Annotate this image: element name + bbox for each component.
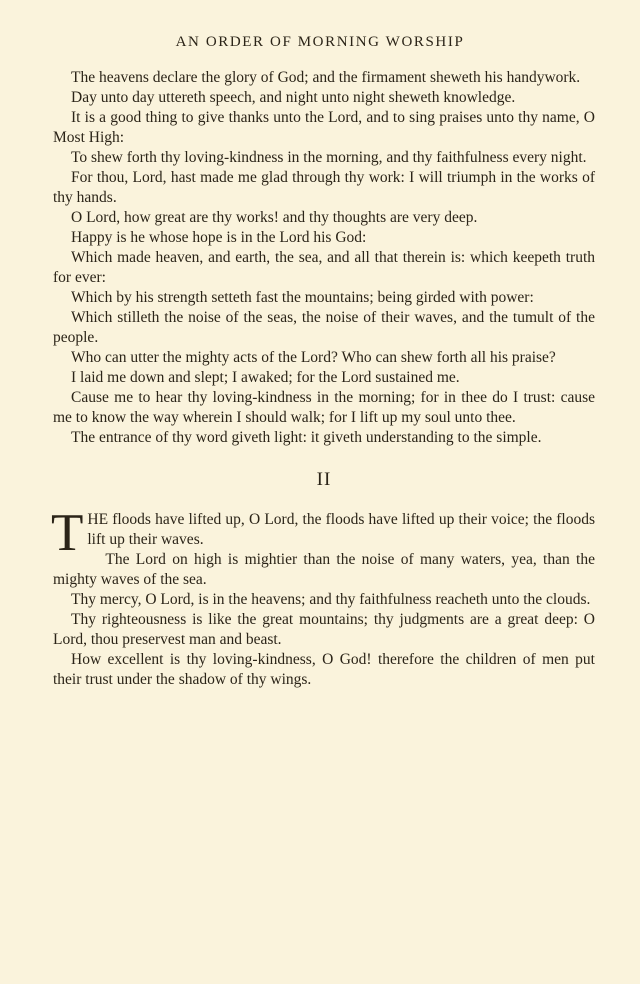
verse: For thou, Lord, hast made me glad through thy work: I will triumph in the works of thy hands. [53, 169, 595, 206]
opening-verse [51, 504, 595, 562]
section-numeral: II [316, 469, 332, 490]
verse: Day unto day uttereth speech, and night unto night sheweth knowledge. [71, 89, 516, 106]
verse: Which by his strength setteth fast the mountains; being girded with power: [71, 289, 534, 306]
verse: The Lord on high is mightier than the noise of many waters, yea, than the mighty waves of the sea. [53, 551, 595, 588]
verse: It is a good thing to give thanks unto the Lord, and to sing praises unto thy name, O Most High: [53, 109, 595, 146]
verse: Which stilleth the noise of the seas, the noise of their waves, and the tumult of the people. [53, 309, 595, 346]
verse: Happy is he whose hope is in the Lord his God: [71, 229, 367, 246]
verse: I laid me down and slept; I awaked; for the Lord sustained me. [71, 369, 460, 386]
verse: The heavens declare the glory of God; and the firmament sheweth his handywork. [71, 69, 581, 86]
verse: The entrance of thy word giveth light: it giveth understanding to the simple. [71, 429, 542, 446]
section-2 [51, 504, 595, 690]
opening-verse-text: HE floods have lifted up, O Lord, the floods have lifted up their voice; the floods lift up their waves. [87, 511, 595, 548]
section-1 [53, 68, 595, 448]
page-body [53, 68, 595, 690]
verse: O Lord, how great are thy works! and thy thoughts are very deep. [71, 209, 478, 226]
verse: Cause me to hear thy loving-kindness in the morning; for in thee do I trust: cause me to know the way wherein I should walk; for I lift up my soul unto thee. [53, 389, 595, 426]
verse: Which made heaven, and earth, the sea, and all that therein is: which keepeth truth for ever: [53, 249, 595, 286]
verse: Thy mercy, O Lord, is in the heavens; and thy faithfulness reacheth unto the clouds. [71, 591, 591, 608]
verse: How excellent is thy loving-kindness, O God! therefore the children of men put their trust under the shadow of thy wings. [53, 651, 595, 688]
verse: To shew forth thy loving-kindness in the morning, and thy faithfulness every night. [71, 149, 587, 166]
drop-cap: T [51, 504, 84, 562]
running-head: AN ORDER OF MORNING WORSHIP [175, 34, 465, 50]
verse: Who can utter the mighty acts of the Lord? Who can shew forth all his praise? [71, 349, 556, 366]
verse: Thy righteousness is like the great mountains; thy judgments are a great deep: O Lord, thou preservest man and beast. [53, 611, 595, 648]
